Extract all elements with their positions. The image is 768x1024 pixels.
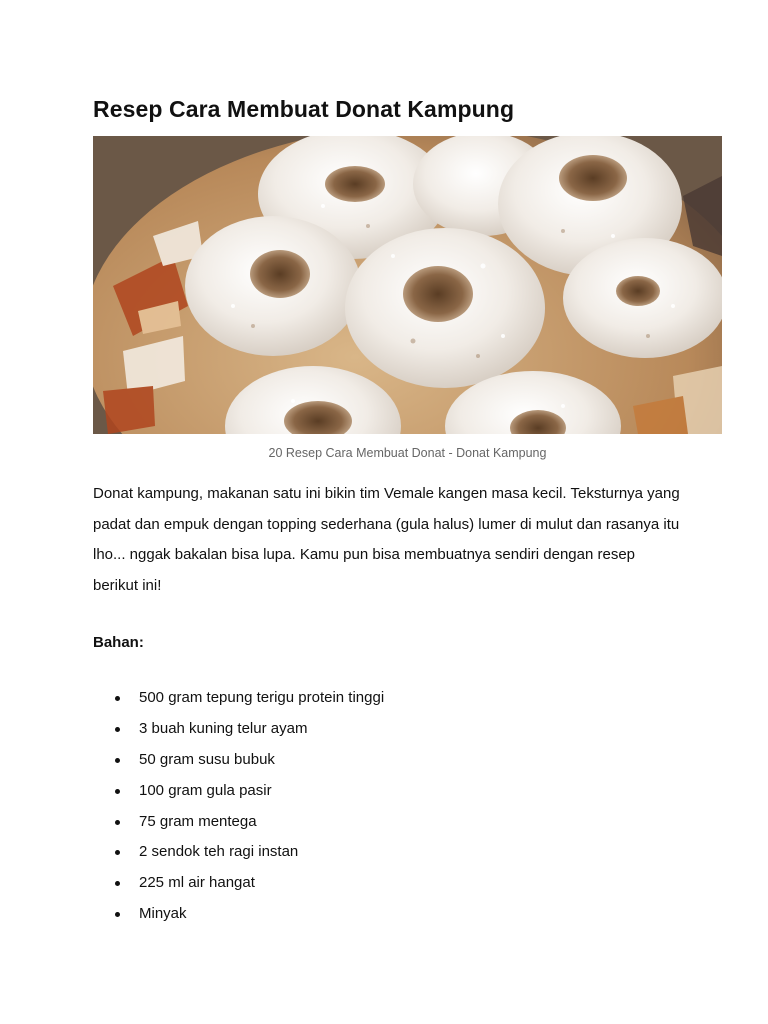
- ingredient-text: 100 gram gula pasir: [139, 781, 272, 799]
- ingredient-text: 50 gram susu bubuk: [139, 750, 275, 768]
- ingredients-heading: Bahan:: [93, 634, 144, 651]
- donut-photo: [93, 136, 722, 434]
- bullet-icon: [115, 881, 120, 886]
- list-item: [93, 807, 384, 838]
- list-item: [93, 837, 384, 868]
- list-item: [93, 683, 384, 714]
- image-caption: 20 Resep Cara Membuat Donat - Donat Kampung: [268, 446, 547, 460]
- list-item: [93, 868, 384, 899]
- ingredient-text: 500 gram tepung terigu protein tinggi: [139, 689, 385, 706]
- list-item: [93, 776, 384, 807]
- bullet-icon: [115, 789, 120, 794]
- list-item: [93, 714, 384, 745]
- bullet-icon: [115, 758, 120, 763]
- bullet-icon: [115, 850, 120, 855]
- bullet-icon: [115, 820, 120, 825]
- bullet-icon: [115, 727, 120, 732]
- intro-paragraph: Donat kampung, makanan satu ini bikin tim Vemale kangen masa kecil. Teksturnya yang padat dan empuk dengan topping sederhana (gula halus) lumer di mulut dan rasanya itu lho... nggak bakalan bisa lupa. Kamu pun bisa membuatnya sendiri dengan resep berikut ini!: [93, 485, 680, 595]
- ingredient-text: 75 gram mentega: [139, 812, 257, 830]
- ingredient-text: 225 ml air hangat: [139, 874, 255, 892]
- list-item: [93, 899, 384, 930]
- ingredient-text: Minyak: [139, 905, 187, 923]
- bullet-icon: [115, 696, 120, 701]
- list-item: [93, 745, 384, 776]
- ingredient-text: 2 sendok teh ragi instan: [139, 843, 299, 861]
- bullet-icon: [115, 912, 120, 917]
- page-title: Resep Cara Membuat Donat Kampung: [93, 96, 515, 122]
- ingredient-text: 3 buah kuning telur ayam: [139, 719, 308, 737]
- ingredients-list: [93, 683, 384, 930]
